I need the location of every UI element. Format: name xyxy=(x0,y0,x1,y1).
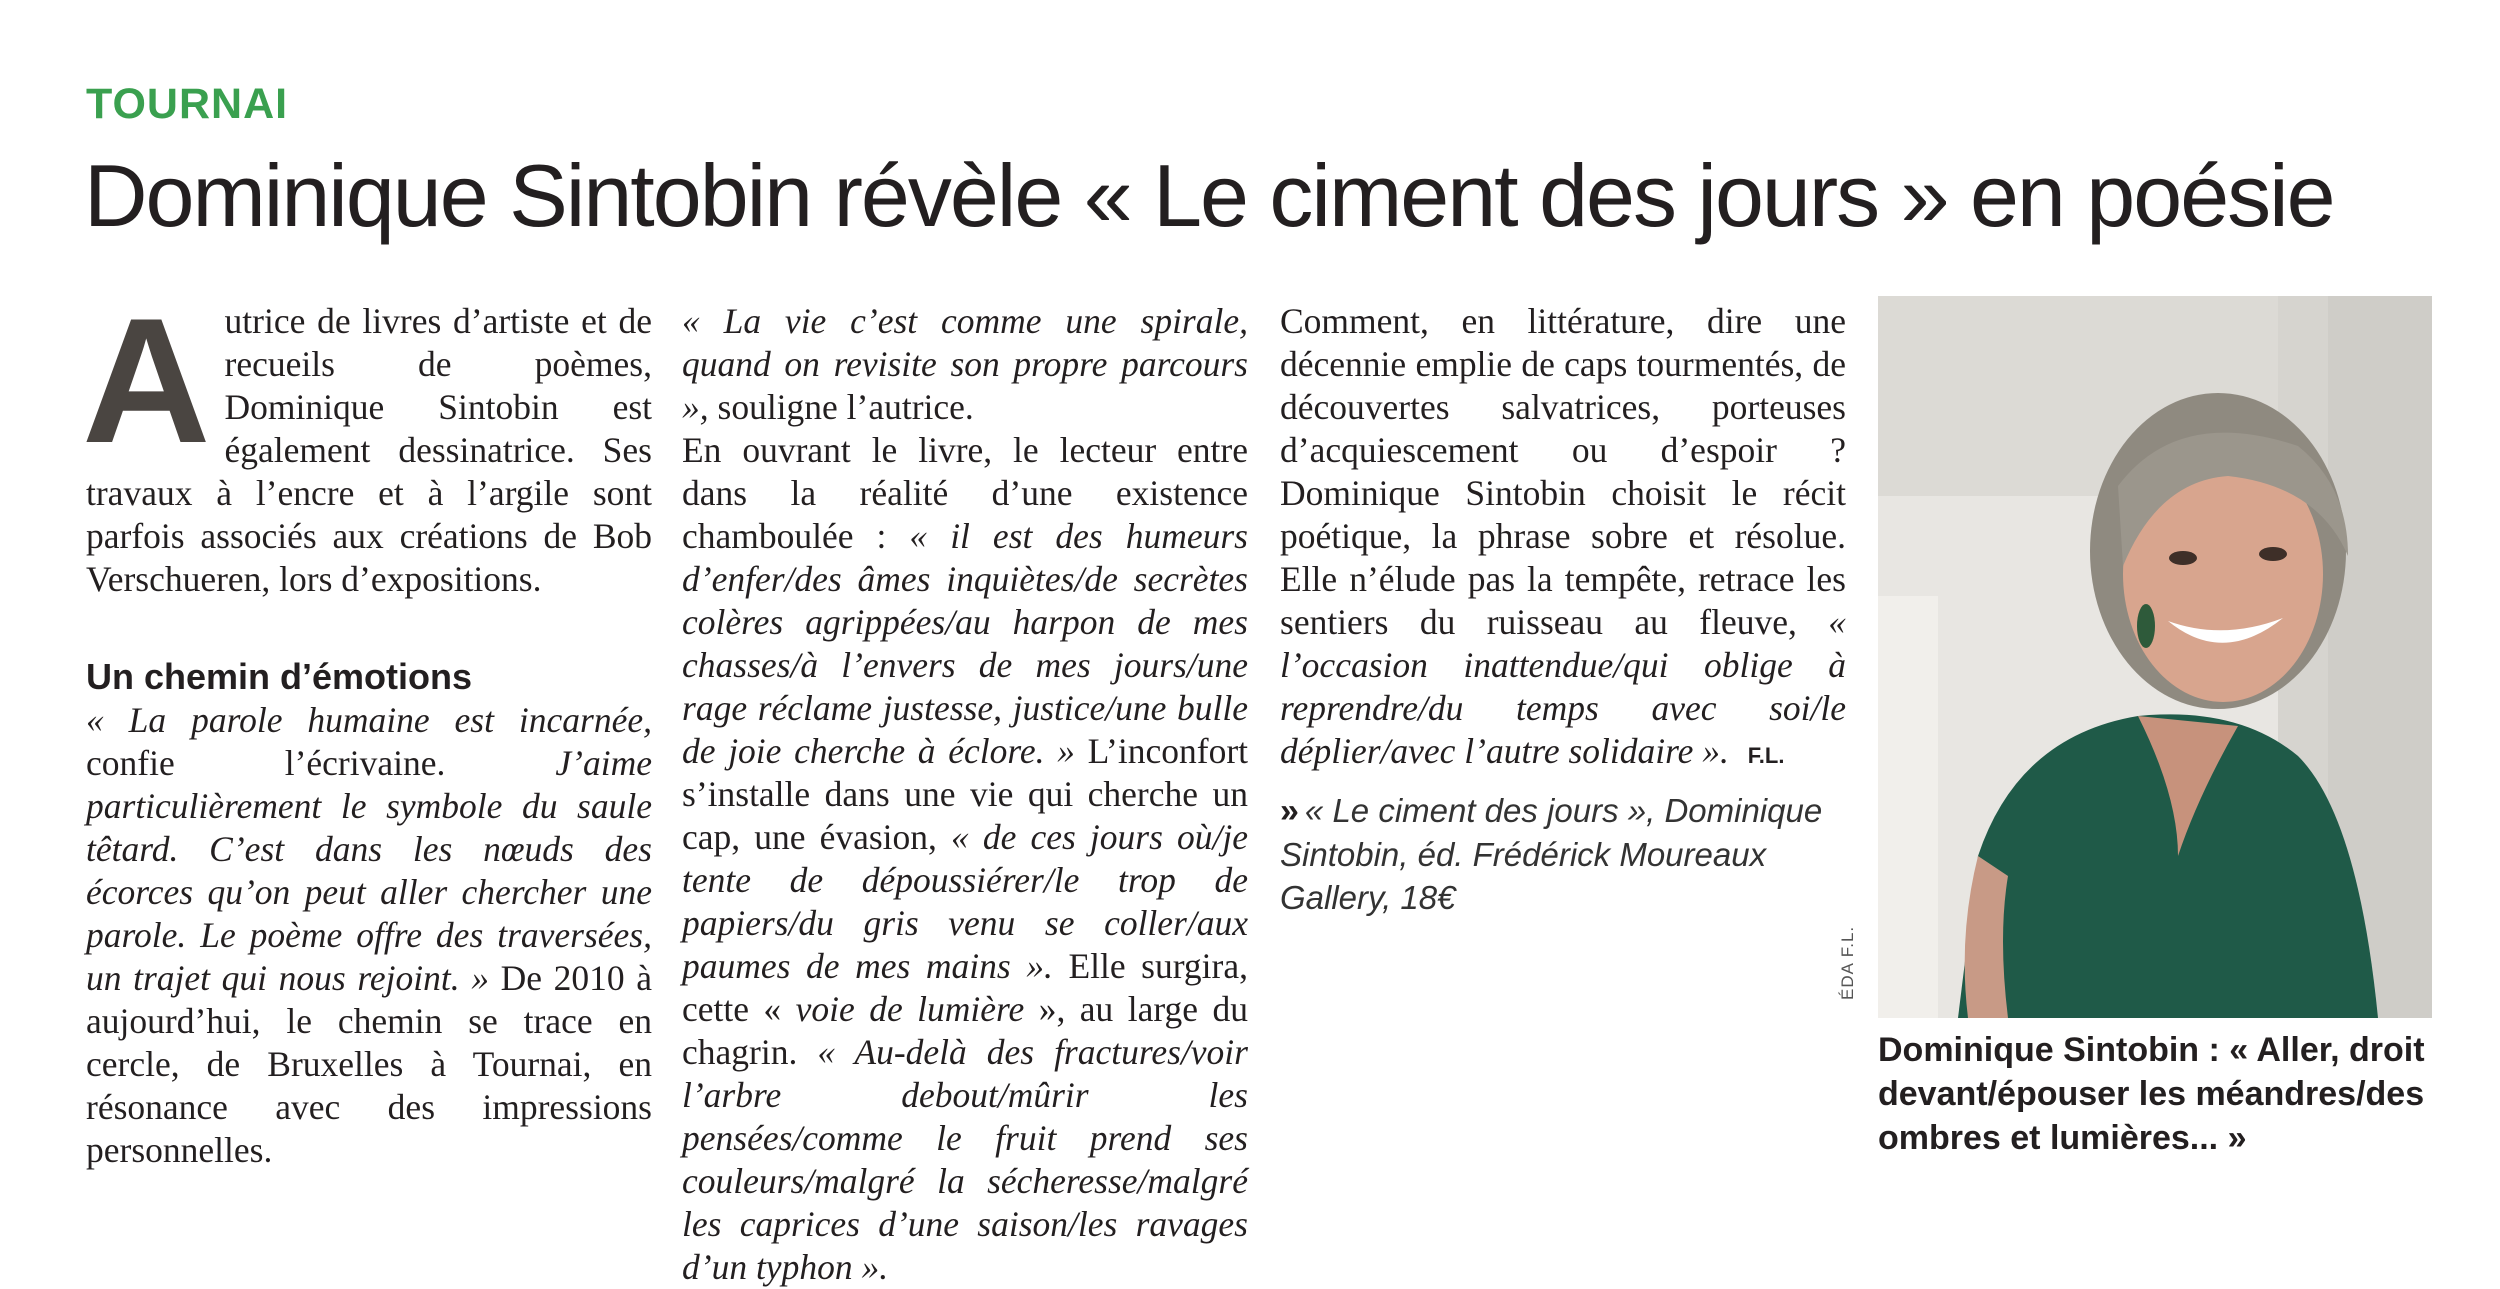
article-column-3-body xyxy=(1280,300,1846,919)
article-column-1 xyxy=(82,281,653,1172)
photo-credit: ÉDA F.L. xyxy=(1838,925,1857,1000)
paragraph-3: En ouvrant le livre, le lecteur entre dans la réalité d’une existence chamboulée : « il est des humeurs d’enfer/des âmes inquiètes/de secrètes colères agrippées/au harpon de mes chasses/à l’envers de mes jours/une rage réclame justesse, justice/une bulle de joie cherche à éclore. » L’inconfort s’installe dans une vie qui cherche un cap, une évasion, « de ces jours où/je tente de dépoussiérer/le trop de papiers/du gris venu se coller/aux paumes de mes mains ». Elle surgira, cette « voie de lumière », au large du chagrin. « Au-delà des fractures/voir l’arbre debout/mûrir les pensées/comme le fruit prend ses couleurs/malgré la sécheresse/malgré les caprices d’une saison/les ravages d’un typhon ». xyxy=(682,430,1249,1287)
paragraph-2-cont: « La vie c’est comme une spirale, quand on revisite son propre parcours », souligne l’autrice. xyxy=(682,301,1248,427)
article-headline: Dominique Sintobin révèle « Le ciment des jours » en poésie xyxy=(84,146,2334,245)
drop-cap: A xyxy=(82,281,211,480)
section-label: TOURNAI xyxy=(86,80,289,128)
portrait-illustration xyxy=(1878,296,2432,1018)
photo-caption: Dominique Sintobin : « Aller, droit devant/épouser les méandres/des ombres et lumières... » xyxy=(1878,1031,2425,1157)
author-signature: F.L. xyxy=(1747,743,1785,768)
intro-text: utrice de livres d’artiste et de recueils de poèmes, Dominique Sintobin est également dessinatrice. Ses travaux à l’encre et à l’argile sont parfois associés aux créations de Bob Verschueren, lors d’expositions. xyxy=(86,301,652,599)
intro-paragraph xyxy=(82,281,652,601)
author-photo xyxy=(1878,296,2432,1018)
paragraph-2: « La parole humaine est incarnée, confie l’écrivaine. J’aime particulièrement le symbole du saule têtard. C’est dans les nœuds des écorces qu’on peut aller chercher une parole. Le poème offre des traversées, un trajet qui nous rejoint. » De 2010 à aujourd’hui, le chemin se trace en cercle, de Bruxelles à Tournai, en résonance avec des impressions personnelles. xyxy=(86,700,653,1170)
book-reference: » « Le ciment des jours », Dominique Sintobin, éd. Frédérick Moureaux Gallery, 18€ xyxy=(1280,792,1823,916)
article-subhead: Un chemin d’émotions xyxy=(86,656,473,697)
paragraph-4: Comment, en littérature, dire une décennie emplie de caps tourmentés, de découvertes salvatrices, porteuses d’acquiescement ou d’espoir ? Dominique Sintobin choisit le récit poétique, la phrase sobre et résolue. Elle n’élude pas la tempête, retrace les sentiers du ruisseau au fleuve, « l’occasion inattendue/qui oblige à reprendre/du temps avec soi/le déplier/avec l’autre solidaire ». F.L. xyxy=(1280,301,1847,771)
reference-arrow: » xyxy=(1280,792,1299,830)
article-column-2 xyxy=(682,300,1248,1289)
